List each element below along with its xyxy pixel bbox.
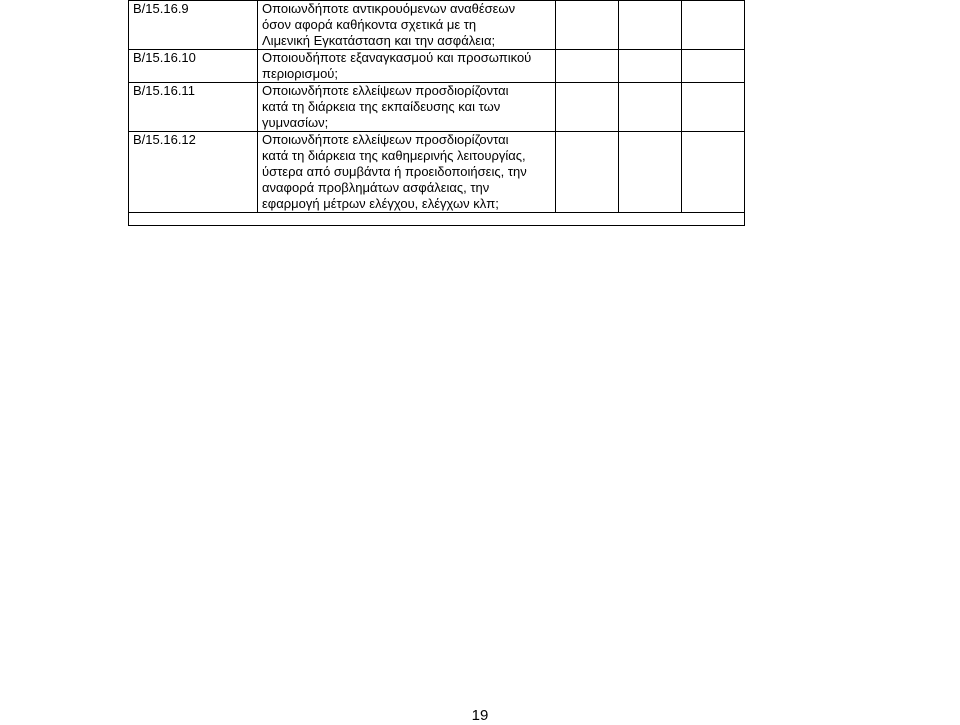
item-code: B/15.16.9 [129, 1, 258, 50]
description-line: εφαρμογή μέτρων ελέγχου, ελέγχων κλπ; [262, 196, 499, 211]
empty-table-row [129, 213, 745, 226]
item-code: B/15.16.12 [129, 132, 258, 213]
check-cell-3 [682, 1, 745, 50]
check-cell-1 [556, 132, 619, 213]
table-row [129, 1, 745, 50]
empty-cell [129, 213, 745, 226]
description-line: κατά τη διάρκεια της εκπαίδευσης και των [262, 99, 501, 114]
description-line: Λιμενική Εγκατάσταση και την ασφάλεια; [262, 33, 496, 48]
description-line: Οποιωνδήποτε αντικρουόμενων αναθέσεων [262, 1, 516, 16]
check-cell-2 [619, 83, 682, 132]
check-cell-2 [619, 132, 682, 213]
description-line: Οποιωνδήποτε ελλείψεων προσδιορίζονται [262, 83, 509, 98]
item-description [258, 50, 556, 83]
item-description [258, 132, 556, 213]
check-cell-2 [619, 1, 682, 50]
check-cell-3 [682, 50, 745, 83]
item-code: B/15.16.10 [129, 50, 258, 83]
check-cell-3 [682, 132, 745, 213]
checklist-table [128, 0, 745, 226]
description-line: ύστερα από συμβάντα ή προειδοποιήσεις, την [262, 164, 527, 179]
description-line: περιορισμού; [262, 66, 339, 81]
check-cell-3 [682, 83, 745, 132]
table-row [129, 83, 745, 132]
item-description [258, 83, 556, 132]
description-line: Οποιουδήποτε εξαναγκασμού και προσωπικού [262, 50, 532, 65]
description-line: γυμνασίων; [262, 115, 329, 130]
description-line: Οποιωνδήποτε ελλείψεων προσδιορίζονται [262, 132, 509, 147]
table-row [129, 50, 745, 83]
check-cell-1 [556, 1, 619, 50]
description-line: όσον αφορά καθήκοντα σχετικά με τη [262, 17, 477, 32]
check-cell-2 [619, 50, 682, 83]
page-number: 19 [471, 707, 489, 724]
item-code: B/15.16.11 [129, 83, 258, 132]
item-description [258, 1, 556, 50]
description-line: αναφορά προβλημάτων ασφάλειας, την [262, 180, 490, 195]
description-line: κατά τη διάρκεια της καθημερινής λειτουργίας, [262, 148, 526, 163]
table-row [129, 132, 745, 213]
check-cell-1 [556, 83, 619, 132]
check-cell-1 [556, 50, 619, 83]
